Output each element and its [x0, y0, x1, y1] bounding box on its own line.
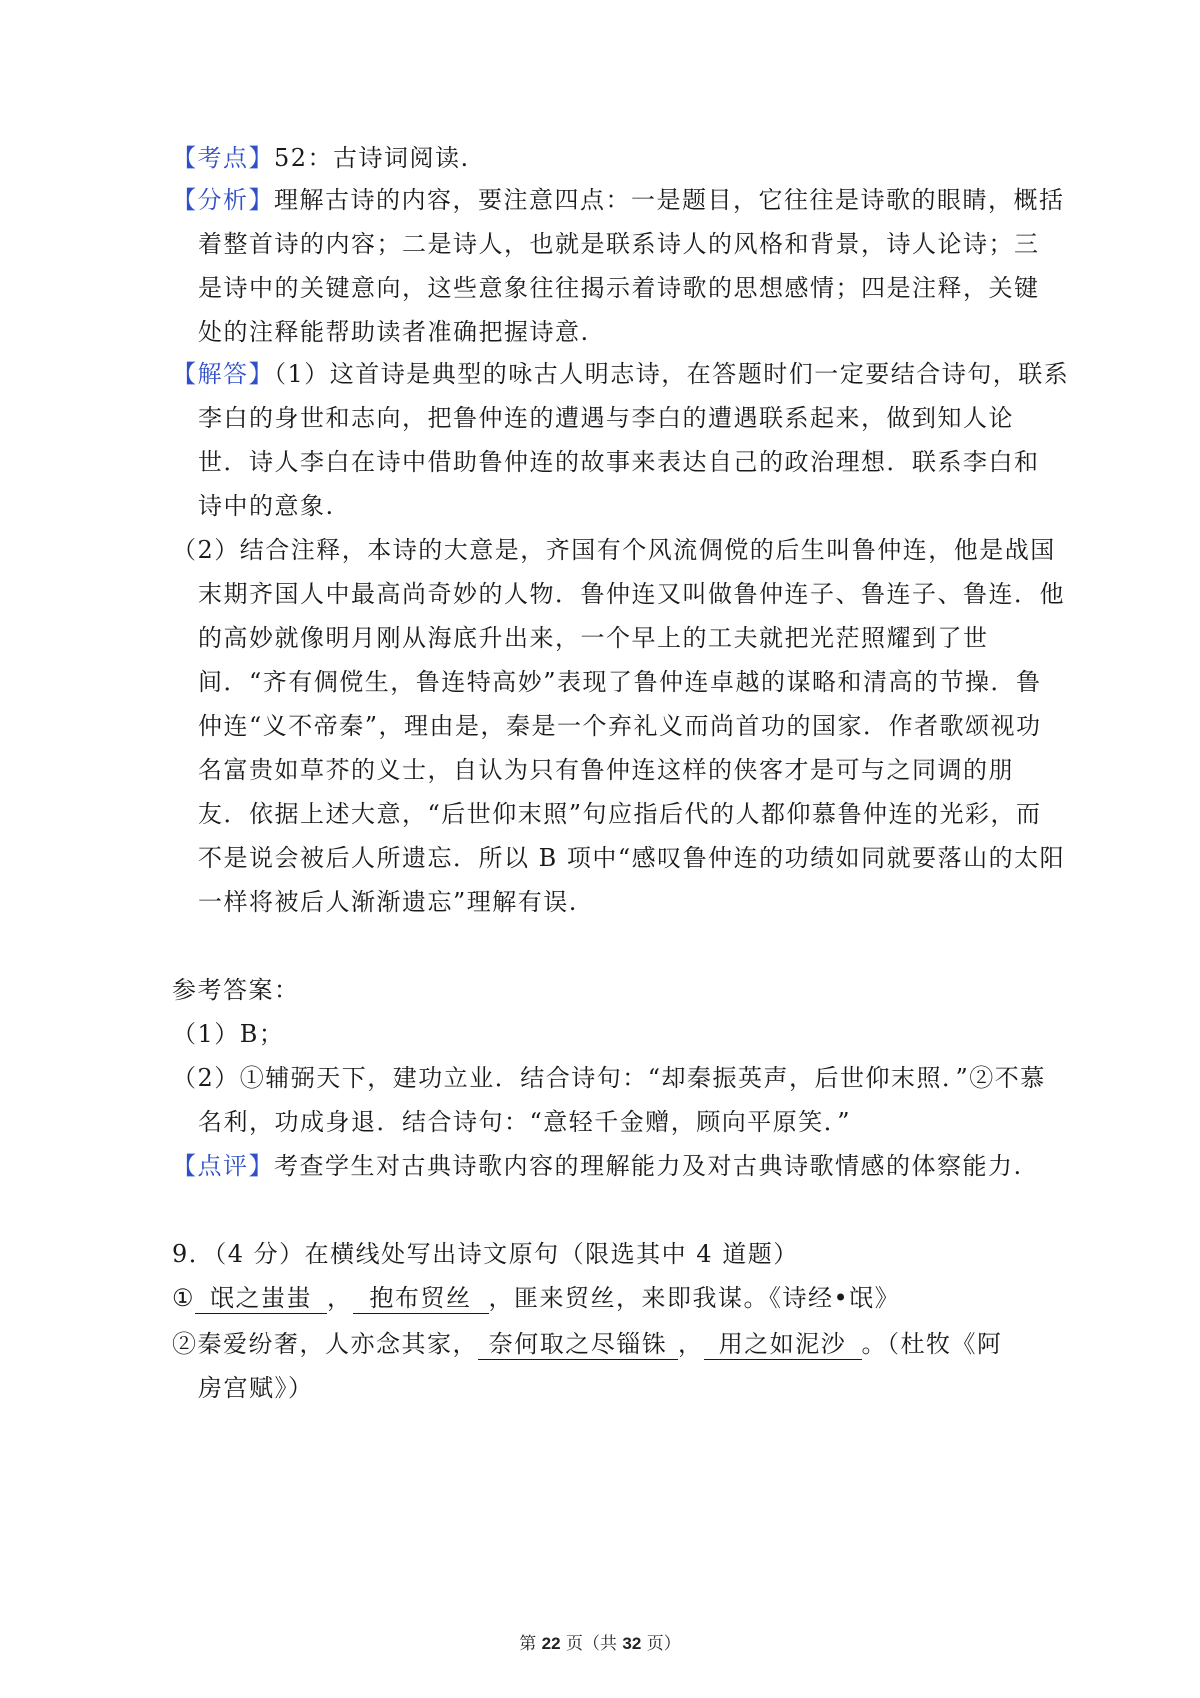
jieda-line-3: 世．诗人李白在诗中借助鲁仲连的故事来表达自己的政治理想．联系李白和	[198, 448, 1040, 476]
item2-blank-2: 用之如泥沙	[704, 1329, 862, 1360]
dianping-tag: 【点评】	[172, 1152, 274, 1180]
jieda2-line-1: （2）结合注释，本诗的大意是，齐国有个风流倜傥的后生叫鲁仲连，他是战国	[172, 536, 1056, 564]
item2-suffix: 。（杜牧《阿	[861, 1330, 1003, 1358]
answer-line-2: （2）①辅弼天下，建功立业．结合诗句：“却秦振英声，后世仰末照．”②不慕	[172, 1064, 1046, 1092]
dianping-text: 考查学生对古典诗歌内容的理解能力及对古典诗歌情感的体察能力.	[274, 1152, 1023, 1180]
answer-heading: 参考答案：	[172, 976, 300, 1004]
fenxi-text-1: 理解古诗的内容，要注意四点：一是题目，它往往是诗歌的眼睛，概括	[274, 186, 1065, 214]
item2-blank-1: 奈何取之尽锱铢	[478, 1329, 678, 1360]
kaodian-tag: 【考点】	[172, 144, 274, 172]
jieda2-line-6: 名富贵如草芥的义士，自认为只有鲁仲连这样的侠客才是可与之同调的朋	[198, 756, 1014, 784]
jieda2-line-9: 一样将被后人渐渐遗忘”理解有误.	[198, 888, 578, 916]
answer-line-1: （1）B；	[172, 1020, 285, 1048]
fenxi-line-4: 处的注释能帮助读者准确把握诗意.	[198, 318, 590, 346]
question9-item-1	[172, 1280, 1200, 1316]
jieda2-line-7: 友．依据上述大意，“后世仰末照”句应指后代的人都仰慕鲁仲连的光彩，而	[198, 800, 1042, 828]
item2-prefix: ②秦爱纷奢，人亦念其家，	[172, 1330, 478, 1358]
jieda2-line-3: 的高妙就像明月刚从海底升出来，一个早上的工夫就把光茫照耀到了世	[198, 624, 989, 652]
answer-line-3: 名利，功成身退．结合诗句：“意轻千金赠，顾向平原笑．”	[198, 1108, 852, 1136]
item1-suffix: ，匪来贸丝，来即我谋。《诗经•氓》	[488, 1284, 901, 1312]
kaodian-line	[172, 140, 1200, 176]
jieda2-line-8: 不是说会被后人所遗忘．所以 B 项中“感叹鲁仲连的功绩如同就要落山的太阳	[198, 844, 1066, 872]
item1-blank-2: 抱布贸丝	[353, 1283, 489, 1314]
page-footer	[0, 1632, 1200, 1656]
jieda-text-1: （1）这首诗是典型的咏古人明志诗，在答题时们一定要结合诗句，联系	[274, 360, 1070, 388]
item1-prefix: ①	[172, 1284, 196, 1312]
item2-sep: ，	[678, 1330, 704, 1358]
jieda2-line-5: 仲连“义不帝秦”，理由是，秦是一个弃礼义而尚首功的国家．作者歌颂视功	[198, 712, 1042, 740]
item1-blank-1: 氓之蚩蚩	[195, 1283, 327, 1314]
footer-total-pages: 32	[622, 1634, 642, 1653]
question9-title: 9．（4 分）在横线处写出诗文原句（限选其中 4 道题）	[172, 1240, 799, 1268]
fenxi-tag: 【分析】	[172, 186, 274, 214]
fenxi-line-3: 是诗中的关键意向，这些意象往往揭示着诗歌的思想感情；四是注释，关键	[198, 274, 1040, 302]
footer-page-number: 22	[541, 1634, 561, 1653]
jieda-line-4: 诗中的意象.	[198, 492, 335, 520]
jieda2-line-2: 末期齐国人中最高尚奇妙的人物．鲁仲连又叫做鲁仲连子、鲁连子、鲁连．他	[198, 580, 1065, 608]
fenxi-line-2: 着整首诗的内容；二是诗人，也就是联系诗人的风格和背景，诗人论诗；三	[198, 230, 1040, 258]
jieda-line-1	[172, 356, 1200, 392]
jieda-tag: 【解答】	[172, 360, 274, 388]
item1-sep: ，	[327, 1284, 353, 1312]
question9-item-2-cont: 房宫赋》）	[198, 1374, 314, 1402]
footer-mid: 页（共	[560, 1634, 623, 1654]
kaodian-text: 52：古诗词阅读.	[274, 144, 470, 172]
footer-pre: 第	[519, 1634, 542, 1654]
footer-post: 页）	[641, 1634, 681, 1654]
question9-item-2	[172, 1326, 1200, 1362]
jieda2-line-4: 间．“齐有倜傥生，鲁连特高妙”表现了鲁仲连卓越的谋略和清高的节操．鲁	[198, 668, 1042, 696]
dianping-line	[172, 1148, 1200, 1184]
jieda-line-2: 李白的身世和志向，把鲁仲连的遭遇与李白的遭遇联系起来，做到知人论	[198, 404, 1014, 432]
fenxi-line-1	[172, 182, 1200, 218]
